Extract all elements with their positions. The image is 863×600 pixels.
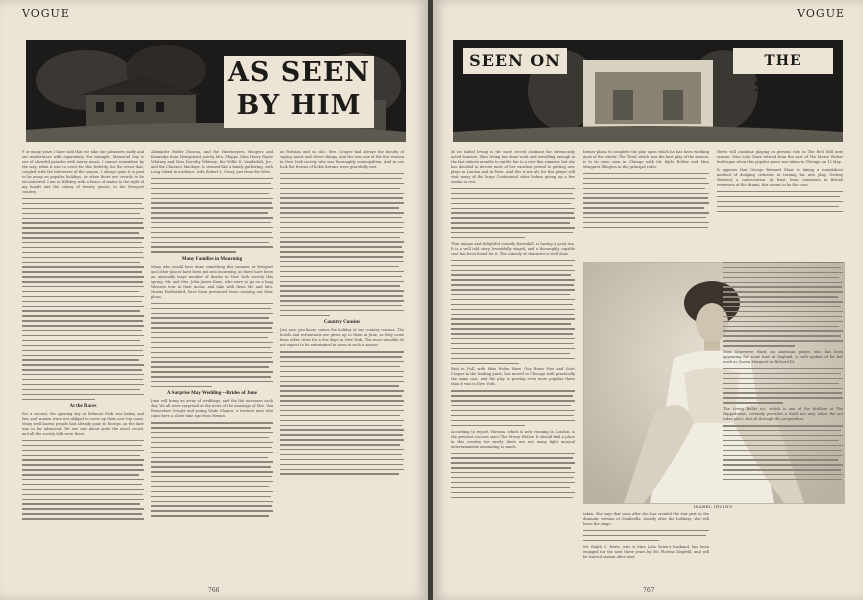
left-title-panel	[224, 56, 374, 128]
country-cousins-heading: Country Cousins	[323, 320, 361, 326]
at-the-races-text: For a second, the opening day at Belmont Park was balmy and fair, and women were not obliged to cover up their new top coats. Many well known people had already gone to Europe, as the date was so far advanced. Yet one saw about quite the usual crowd, and all the society folk were there.	[22, 411, 144, 436]
stage-col3-text: Hertz will continue playing in present role in The Red Mill next season. Miss Lola Glaze retired from the cast of The Merry Widow burlesque when this popular piece was taken to Chicago on 12 May.	[717, 150, 843, 164]
col3-text: as Parisian and so chic. Mrs. Cruger had always the faculty of saying smart and clever things, and she was one of the few women in New York society who was thoroughly cosmopolitan. And in one look the frowns of fickle fortune were gracefully met.	[280, 150, 404, 169]
left-page	[0, 0, 428, 600]
left-page-number: 766	[208, 587, 220, 594]
right-title-panel-left	[463, 48, 567, 74]
stage-col3-text-b: It appears that George Bernard Shaw is taking a roundabout method of dodging criticism in turning his new play, Getting Married, a conversation. At least, from comments in British reviewers of the drama, this seems to be the case.	[717, 168, 843, 187]
left-column-3	[280, 150, 404, 588]
stage-text-d: According to report, Havana, which is now running in London, is the greatest success since The Merry Widow. It should find a place in this country for surely there are not many light musical entertainments amounting to much.	[451, 429, 575, 449]
stage-col2-text-b: taken. She says that soon after she has created the star part in the dramatic version of Cinderella, shortly after the holidays, she will leave the stage.	[583, 512, 709, 526]
right-column-2-bottom	[583, 512, 709, 592]
title-seen-on: SEEN ON	[469, 51, 561, 70]
photo-caption: ISABEL IRVING	[693, 504, 733, 509]
right-column-3-top	[717, 150, 843, 260]
right-header-illustration	[453, 40, 843, 142]
right-page-number: 767	[643, 587, 655, 594]
right-column-3-bottom	[723, 262, 843, 592]
left-column-2	[151, 150, 273, 588]
at-the-races-heading: At the Races	[69, 403, 97, 409]
text-lines	[22, 198, 144, 400]
title-as-seen: AS SEEN	[227, 57, 371, 88]
surprise-wedding-text: June will bring an array of weddings, and the list increases each day. We all were surprised at the news of the marriage of Mrs. Van Rensselaer Cruger and young Wade Chance, a western man who came here a short time ago from Mexico.	[151, 399, 273, 419]
stage-text-b: That unique and delightful comedy Ravenhill, is having a good run. It is a well told story, beautifully staged, and a thoroughly capable cast has been found for it. The comedy of character is well done.	[451, 241, 575, 256]
col2-text: Alexander Butler Duncan, and the Havemeyers, Hoopers and Kennedys from Hempstead; pretty Mrs. Phipps, Miss Harry Payne Whitney and Miss Dorothy Whitney; the Willie K. Vanderbilt, Jrs., and the Clarence Mackays. It seemed like a family gathering, with Long Island in evidence, with Robert L. Gerry, just from the West.	[151, 150, 273, 174]
stage-col3-text-d: The Living Bullet act, which is one of the thrillers at The Hippodrome, certainly provides a thrill not only when the act takes place, but all through the preparation.	[723, 407, 843, 422]
left-column-1	[22, 150, 144, 588]
many-families-text: Many who would have done something this summer at Newport and other places have been put into mourning, as there have been an unusually large number of deaths in New York society this spring. Mr. and Mrs. John James Kane, who were to go on a long Western tour in their motor, and take with them Mr. and Mrs. Morris Rutherfurd, have been prevented from carrying out their plans.	[151, 264, 273, 299]
many-families-heading: Many Families in Mourning	[181, 256, 243, 262]
stage-col3-text-c: Miss Genevieve Ward, an American player, who has been appearing for some time in England, is well spoken of for her work as Queen Margaret in Richard III.	[723, 350, 843, 365]
right-masthead: VOGUE	[797, 7, 845, 20]
right-page	[433, 0, 863, 600]
right-column-1	[451, 150, 575, 588]
intro-paragraph: F or many years I have said that we take our pleasures sadly and our misfortunes with equanimity. For example, Memorial Day is one of cheerful parades with merry music. I cannot remember, by the way, when it was to cover for this festivity, for the event that, coupled with the bitterness of the season, I always quite it is past to be away on popular holidays, or when there are crowds to be encountered. I am at Hillsboy with a brace of mates to the right of my hands and the colony of twenty guests, in the Newport country.	[22, 150, 144, 194]
stage-text-c: Paid in Full, with Miss Helen Ware, Guy Bates Post and Scott Cooper in the leading parts, has moved to Chicago with practically the same cast, and the play is proving even more popular there than it was in New York.	[451, 367, 575, 387]
left-masthead: VOGUE	[22, 7, 70, 20]
stage-col2-text-c: Mr. Ralph C. Hertz, who is Miss Lola Gaten's husband, has been engaged for the next three years by Mr. Florenz Ziegfeld, and will be starred season after next.	[583, 544, 709, 559]
left-header-illustration	[26, 40, 406, 142]
surprise-wedding-heading: A Surprise May Wedding—Brides of June	[166, 391, 258, 397]
right-title-panel-right	[733, 48, 833, 95]
right-column-2-top	[583, 150, 709, 260]
stage-intro-text: M iss Isabel Irving is the most recent claimant for strenuously acted honours. Miss Irving has done work and travelling enough in the last sixteen months to entitle her to a rest this summer, but she has decided to devote most of her vacation period to getting new plays in London and in Paris. And this is not all, for this player will visit many of the large Continental cities before giving up a few weeks to rest.	[451, 150, 575, 184]
stage-col2-text: former plans to complete the play upon which he has been working most of the winter. The Thief, which was the best play of the season, is to be seen soon in Chicago with Mr. Kyrle Bellew and Miss Margaret Illington in the principal roles.	[583, 150, 709, 169]
title-by-him: BY HIM	[236, 90, 362, 121]
country-cousins-text: Just now, you know, comes the holiday of our country cousins. The hotels and restaurants are given up to them in June, as they come from other cities for a few days in New York. The most sensible do not expect to be entertained in town at such a season.	[280, 328, 404, 348]
title-the-stage: THE STAGE	[753, 53, 813, 95]
